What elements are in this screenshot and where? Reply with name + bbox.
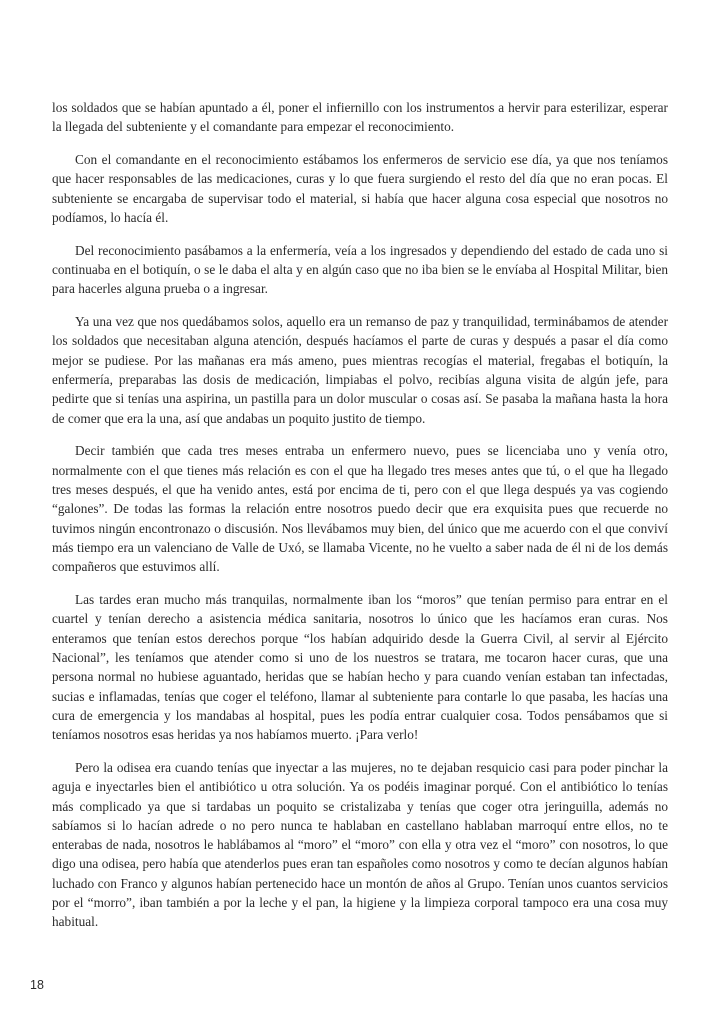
paragraph-4: Ya una vez que nos quedábamos solos, aquello era un remanso de paz y tranquilidad, terminábamos de atender los soldados que necesitaban alguna atención, después hacíamos el parte de curas y después a pasar el día como mejor se pudiese. Por las mañanas era más ameno, pues mientras recogías el material, fregabas el botiquín, la enfermería, preparabas las dosis de medicación, limpiabas el polvo, recibías alguna visita de algún jefe, para pedirte que si tenías una aspirina, un pastilla para un dolor muscular o cosas así. Se pasaba la mañana hasta la hora de comer que era la una, así que andabas un poquito justito de tiempo.: [52, 314, 668, 426]
paragraph-6: Las tardes eran mucho más tranquilas, normalmente iban los “moros” que tenían permiso para entrar en el cuartel y tenían derecho a asistencia médica sanitaria, nosotros lo único que les hacíamos eran curas. Nos enteramos que tenían estos derechos porque “los habían adquirido desde la Guerra Civil, al servir al Ejército Nacional”, les teníamos que atender como si uno de los nuestros se tratara, me tocaron hacer curas, que una persona normal no hubiese aguantado, heridas que se habían hecho y para cuando venían estaban tan infectadas, sucias e inflamadas, tenías que coger el teléfono, llamar al subteniente para contarle lo que pasaba, les hacías una cura de emergencia y los mandabas al hospital, pues les podía entrar cualquier cosa. Todos pensábamos que si teníamos nosotros esas heridas ya nos habíamos muerto. ¡Para verlo!: [52, 592, 668, 743]
page-number: 18: [30, 978, 44, 992]
paragraph-1: los soldados que se habían apuntado a él, poner el infiernillo con los instrumentos a hervir para esterilizar, esperar la llegada del subteniente y el comandante para empezar el reconocimiento.: [52, 100, 668, 135]
paragraph-5: Decir también que cada tres meses entraba un enfermero nuevo, pues se licenciaba uno y venía otro, normalmente con el que tienes más relación es con el que ha llegado tres meses antes que tú, o el que ha llegado tres meses después, el que ha venido antes, está por encima de ti, pero con el que llega después ya vas cogiendo “galones”. De todas las formas la relación entre nosotros puedo decir que era exquisita pues que recuerde no tuvimos ningún encontronazo o discusión. Nos llevábamos muy bien, del único que me acuerdo con el que conviví más tiempo era un valenciano de Valle de Uxó, se llamaba Vicente, no he vuelto a saber nada de él ni de los demás compañeros que estuvimos allí.: [52, 443, 668, 575]
paragraph-3: Del reconocimiento pasábamos a la enfermería, veía a los ingresados y dependiendo del estado de cada uno si continuaba en el botiquín, o se le daba el alta y en algún caso que no iba bien se le envíaba al Hospital Militar, bien para hacerles alguna prueba o a ingresar.: [52, 242, 668, 297]
paragraph-2: Con el comandante en el reconocimiento estábamos los enfermeros de servicio ese día, ya que nos teníamos que hacer responsables de las medicaciones, curas y lo que fuera surgiendo el resto del día que no eran pocas. El subteniente se encargaba de supervisar todo el material, si había que hacer alguna cosa especial que nosotros no podíamos, lo hacía él.: [52, 152, 668, 225]
body-text: [52, 98, 668, 945]
paragraph-7: Pero la odisea era cuando tenías que inyectar a las mujeres, no te dejaban resquicio casi para poder pinchar la aguja e inyectarles bien el antibiótico u otra solución. Ya os podéis imaginar porqué. Con el antibiótico lo tenías más complicado ya que si tardabas un poquito se cristalizaba y tenías que coger otra jeringuilla, además no sabíamos si lo hacían adrede o no pero nunca te hablaban en castellano hablaban marroquí entre ellos, no te enterabas de nada, nosotros le hablábamos al “moro” el “moro” con ella y otra vez el “moro” con nosotros, lo que digo una odisea, pero había que atenderlos pues eran tan españoles como nosotros y como te decían algunos habían luchado con Franco y algunos habían pertenecido hace un montón de años al Grupo. Tenían unos cuantos servicios por el “morro”, iban también a por la leche y el pan, la higiene y la limpieza corporal tampoco era una cosa muy habitual.: [52, 759, 668, 930]
